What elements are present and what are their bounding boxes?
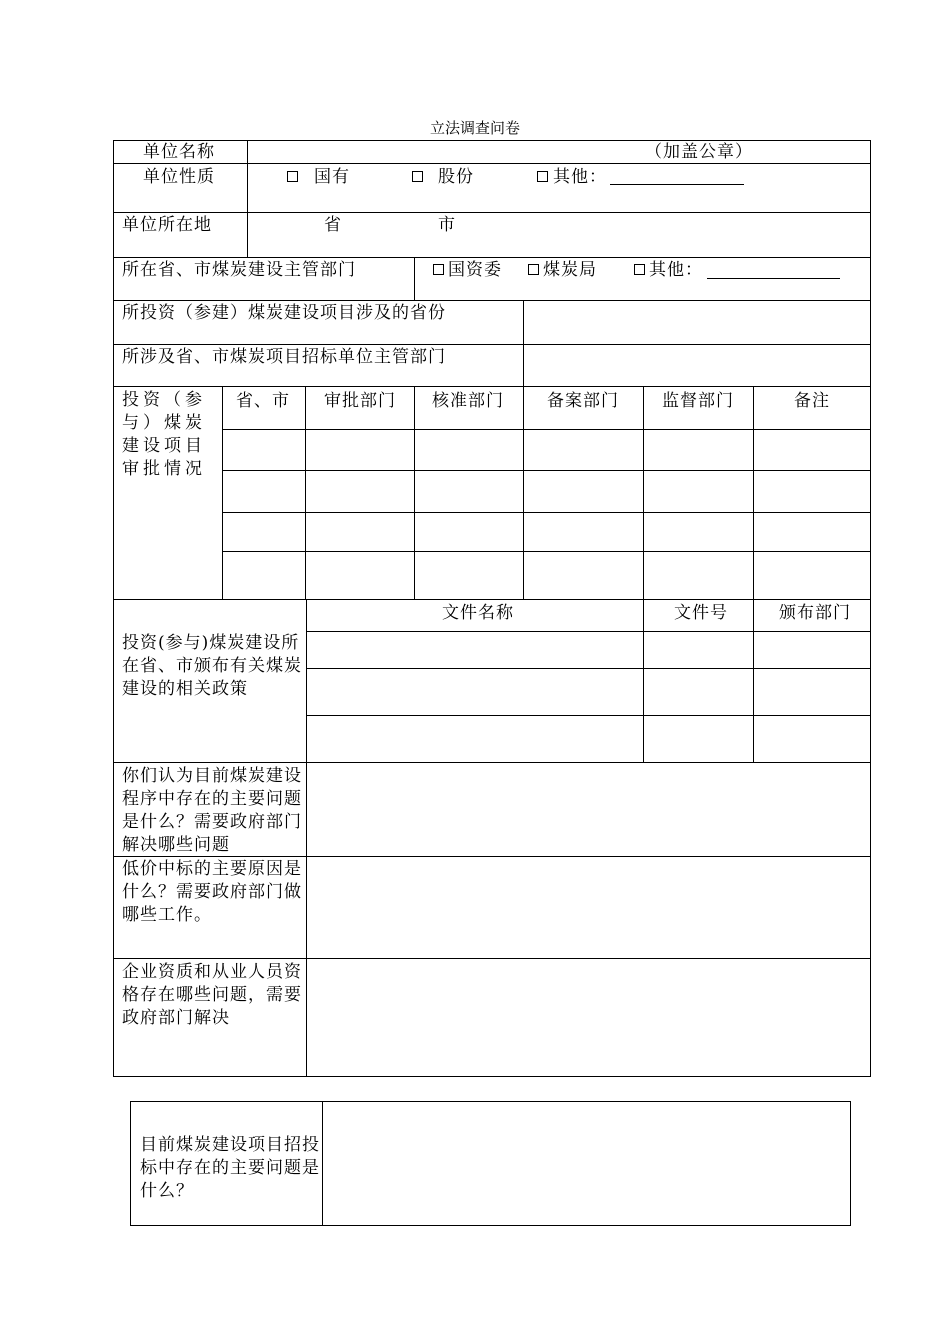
coal-bureau-option: 煤炭局 <box>543 260 597 280</box>
competent-dept-label: 所在省、市煤炭建设主管部门 <box>122 260 356 280</box>
sasac-option: 国资委 <box>448 260 502 280</box>
page-title: 立法调查问卷 <box>429 119 520 137</box>
approval-header-verify: 核准部门 <box>432 391 504 411</box>
other-nature-blank[interactable] <box>610 184 744 185</box>
city-label: 市 <box>438 215 456 235</box>
coal-bureau-checkbox[interactable] <box>528 264 539 275</box>
approval-header-remark: 备注 <box>794 391 830 411</box>
answer-2-field[interactable] <box>307 857 870 957</box>
other-dept-checkbox[interactable] <box>634 264 645 275</box>
policy-header-issuer: 颁布部门 <box>779 603 851 623</box>
shareholding-checkbox[interactable] <box>412 171 423 182</box>
unit-location-label: 单位所在地 <box>122 215 212 235</box>
state-owned-checkbox[interactable] <box>287 171 298 182</box>
question-3: 企业资质和从业人员资格存在哪些问题，需要政府部门解决 <box>122 962 302 1028</box>
other-nature-checkbox[interactable] <box>537 171 548 182</box>
unit-nature-label: 单位性质 <box>143 167 215 187</box>
unit-name-label: 单位名称 <box>143 142 215 162</box>
approval-header-approve: 审批部门 <box>324 391 396 411</box>
other-dept-blank[interactable] <box>707 278 840 279</box>
answer-3-field[interactable] <box>307 959 870 1076</box>
province-label: 省 <box>324 215 342 235</box>
other-dept-option: 其他： <box>649 260 703 280</box>
bid-dept-label: 所涉及省、市煤炭项目招标单位主管部门 <box>122 347 446 367</box>
invest-provinces-label: 所投资（参建）煤炭建设项目涉及的省份 <box>122 303 446 323</box>
approval-header-record: 备案部门 <box>547 391 619 411</box>
policy-label: 投资(参与)煤炭建设所在省、市颁布有关煤炭建设的相关政策 <box>122 633 302 699</box>
policy-header-filename: 文件名称 <box>442 603 514 623</box>
question-1: 你们认为目前煤炭建设程序中存在的主要问题是什么？需要政府部门解决哪些问题 <box>122 766 302 855</box>
policy-header-fileno: 文件号 <box>674 603 728 623</box>
seal-note: （加盖公章） <box>645 142 753 162</box>
other-nature-option: 其他： <box>553 167 607 187</box>
approval-header-province: 省、市 <box>236 391 290 411</box>
shareholding-option: 股份 <box>438 167 474 187</box>
sasac-checkbox[interactable] <box>433 264 444 275</box>
state-owned-option: 国有 <box>314 167 350 187</box>
question-4: 目前煤炭建设项目招投标中存在的主要问题是什么？ <box>140 1135 320 1201</box>
answer-4-field[interactable] <box>323 1102 850 1225</box>
approval-header-supervise: 监督部门 <box>662 391 734 411</box>
question-2: 低价中标的主要原因是什么？需要政府部门做哪些工作。 <box>122 859 302 925</box>
answer-1-field[interactable] <box>307 763 870 855</box>
approval-label: 投资（参与）煤炭建设项目审批情况 <box>122 390 206 479</box>
